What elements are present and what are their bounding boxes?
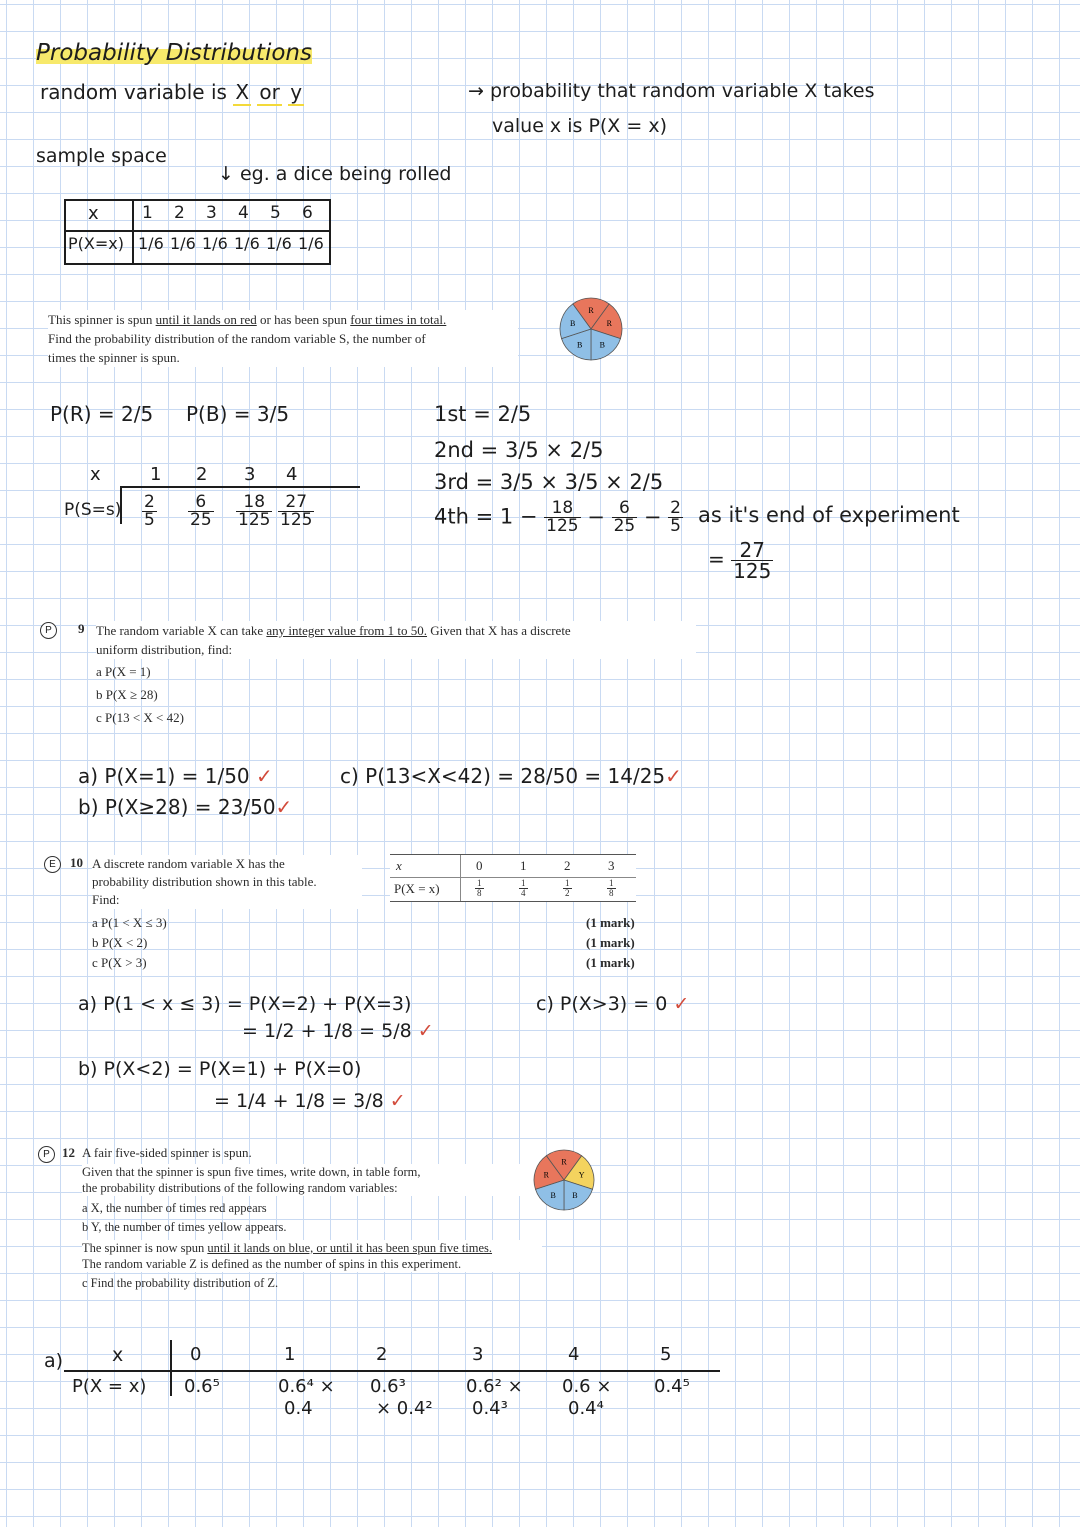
- q10-ans-a-1: a) P(1 < x ≤ 3) = P(X=2) + P(X=3): [78, 993, 412, 1015]
- spinner-sector-label: R: [543, 1170, 549, 1180]
- q12-p-line-1: 0.6⁴ ×: [278, 1376, 335, 1397]
- q9-ans-c: c) P(13<X<42) = 28/50 = 14/25✓: [340, 764, 682, 788]
- q12-work-label: a): [44, 1350, 64, 1372]
- spinner-table-head: x: [90, 464, 101, 485]
- dice-p-value: 1/6: [298, 234, 324, 253]
- q9-ans-b: b) P(X≥28) = 23/50✓: [78, 795, 293, 819]
- spinner-p-value: [188, 494, 214, 529]
- q10-table-head: x: [396, 858, 402, 873]
- spinner-x-value: 4: [286, 464, 298, 485]
- spinner-sector-label: B: [577, 340, 583, 350]
- dice-table-row-head: P(X=x): [68, 234, 124, 253]
- q10-p-value: [563, 879, 572, 898]
- q9-text: The random variable X can take any integer value from 1 to 50. Given that X has a discrete uniform distribution, find:: [96, 621, 696, 659]
- q12-x-value: 3: [472, 1344, 484, 1365]
- q10-x-value: 1: [520, 858, 527, 873]
- rv-y: y: [290, 80, 303, 104]
- spinner-p-den: 25: [190, 510, 212, 530]
- spinner-x-value: 3: [244, 464, 256, 485]
- q10-ans-c: c) P(X>3) = 0 ✓: [536, 993, 690, 1015]
- q10-p-num: 1: [477, 878, 482, 888]
- q9-num: 9: [78, 621, 85, 636]
- q10-x-value: 2: [564, 858, 571, 873]
- rv-x: X: [235, 80, 250, 104]
- q10-x-value: 3: [608, 858, 615, 873]
- q10-p-num: 1: [521, 878, 526, 888]
- q10-p-den: 8: [477, 888, 482, 898]
- dice-p-value: 1/6: [234, 234, 260, 253]
- q12-p-line-1: 0.6³: [370, 1376, 406, 1397]
- spinner-p-value: [236, 494, 272, 529]
- result-den: 125: [733, 559, 772, 583]
- q12-text-1: A fair five-sided spinner is spun.: [82, 1145, 252, 1160]
- q12-x-value: 2: [376, 1344, 388, 1365]
- work-line-4: 4th = 1 − $\frac{18}{125}$ − $\frac{6}{25}$ − $\frac{2}{5}$: [434, 498, 681, 536]
- q12-text-block: Given that the spinner is spun five times, write down, in table form, the probability distributions of the following random variables:: [82, 1164, 542, 1196]
- q12-p-line-1: 0.6 ×: [562, 1376, 612, 1397]
- q10-part-b: b P(X < 2): [92, 935, 148, 950]
- sample-space-label: sample space: [36, 145, 167, 167]
- spinner-p-den: 125: [238, 510, 271, 530]
- spinner-p-den: 125: [280, 510, 313, 530]
- q10-p-num: 1: [609, 878, 614, 888]
- fraction-den: 125: [546, 516, 579, 536]
- dice-p-value: 1/6: [170, 234, 196, 253]
- eg-note: ↓ eg. a dice being rolled: [218, 163, 452, 185]
- q12-x-value: 0: [190, 1344, 202, 1365]
- page-title: Probability Distributions: [36, 40, 312, 66]
- fraction-den: 25: [613, 516, 636, 536]
- spinner-sector-label: R: [606, 319, 612, 329]
- dice-x-value: 6: [302, 203, 313, 223]
- q12-p-line-2: 0.4³: [472, 1398, 508, 1419]
- spinner-p-value: [142, 494, 157, 529]
- q10-x-value: 0: [476, 858, 483, 873]
- q12-part-c: c Find the probability distribution of Z.: [82, 1276, 279, 1290]
- q12-p-line-2: 0.4: [284, 1398, 313, 1419]
- q10-mark-a: (1 mark): [586, 915, 635, 930]
- q12-part-a: a X, the number of times red appears: [82, 1201, 267, 1215]
- q12-spinner-diagram: [526, 1146, 602, 1214]
- arrow-note-2: value x is P(X = x): [492, 115, 667, 137]
- work-line-4-prefix: 4th = 1 −: [434, 504, 538, 529]
- dice-table-head: x: [88, 203, 99, 224]
- spinner-sector-label: B: [570, 319, 576, 329]
- spinner-p-den: 5: [144, 510, 155, 530]
- q10-part-c: c P(X > 3): [92, 955, 147, 970]
- spinner-x-value: 1: [150, 464, 162, 485]
- q9-part-c: c P(13 < X < 42): [96, 710, 184, 725]
- work-line-3: 3rd = 3/5 × 3/5 × 2/5: [434, 470, 664, 494]
- q10-table: [390, 854, 636, 902]
- spinner-p-num: 2: [144, 492, 155, 512]
- q9-part-b: b P(X ≥ 28): [96, 687, 158, 702]
- dice-p-value: 1/6: [138, 234, 164, 253]
- work-line-2: 2nd = 3/5 × 2/5: [434, 438, 604, 462]
- fraction-den: 5: [670, 516, 681, 536]
- q10-mark-b: (1 mark): [586, 935, 635, 950]
- q10-num: 10: [70, 855, 83, 870]
- q12-p-line-2: 0.4⁴: [568, 1398, 604, 1419]
- q12-p-line-1: 0.6⁵: [184, 1376, 220, 1397]
- spinner-sector-label: Y: [578, 1170, 585, 1180]
- q10-badge: E: [44, 856, 61, 873]
- q10-p-value: [475, 879, 484, 898]
- q10-table-row-head: P(X = x): [394, 881, 440, 896]
- q12-p-line-1: 0.4⁵: [654, 1376, 690, 1397]
- q12-part-b: b Y, the number of times yellow appears.: [82, 1220, 287, 1234]
- q12-x-value: 4: [568, 1344, 580, 1365]
- dice-p-value: 1/6: [202, 234, 228, 253]
- spinner-table-row-head: P(S=s): [64, 500, 122, 520]
- q12-x-value: 5: [660, 1344, 672, 1365]
- spinner-sector-label: R: [561, 1157, 567, 1167]
- q10-p-value: [607, 879, 616, 898]
- result-num: 27: [731, 540, 773, 561]
- q10-p-den: 8: [609, 888, 614, 898]
- q12-text-2: The spinner is now spun until it lands on blue, or until it has been spun five times. The random variable Z is defined as the number of spins in this experiment.: [82, 1240, 542, 1272]
- q12-p-line-1: 0.6² ×: [466, 1376, 523, 1397]
- q12-p-line-2: × 0.4²: [376, 1398, 433, 1419]
- rv-prefix: random variable is: [40, 80, 227, 104]
- q10-ans-b-2: = 1/4 + 1/8 = 3/8 ✓: [214, 1090, 406, 1112]
- q12-x-value: 1: [284, 1344, 296, 1365]
- q12-badge: P: [38, 1146, 55, 1163]
- work-line-1: 1st = 2/5: [434, 402, 532, 426]
- spinner-question: This spinner is spun until it lands on red or has been spun four times in total. Find the probability distribution of the random variable S, the number of times the spinner is spun.: [48, 310, 518, 367]
- q10-p-num: 1: [565, 878, 570, 888]
- work-line-4-fraction: [612, 500, 638, 535]
- result: = $\frac{27}{125}$: [708, 538, 772, 583]
- rv-line: [40, 80, 304, 104]
- q10-p-value: [519, 879, 528, 898]
- rv-or: or: [259, 80, 280, 104]
- pb-label: P(B) = 3/5: [186, 402, 290, 426]
- q10-ans-b-1: b) P(X<2) = P(X=1) + P(X=0): [78, 1058, 362, 1080]
- fraction-num: 18: [544, 500, 580, 518]
- q9-badge: P: [40, 622, 57, 639]
- spinner-sector-label: R: [588, 305, 594, 315]
- q12-work-table: [64, 1340, 724, 1440]
- work-line-4-fraction: [668, 500, 683, 535]
- q12-table-head: x: [112, 1344, 124, 1366]
- dice-x-value: 4: [238, 203, 249, 223]
- q10-p-den: 4: [521, 888, 526, 898]
- q10-mark-c: (1 mark): [586, 955, 635, 970]
- spinner-p-value: [278, 494, 314, 529]
- dice-x-value: 5: [270, 203, 281, 223]
- dice-p-value: 1/6: [266, 234, 292, 253]
- spinner-table: [60, 462, 330, 552]
- pr-label: P(R) = 2/5: [50, 402, 154, 426]
- spinner-p-num: 18: [236, 494, 272, 512]
- end-note: as it's end of experiment: [698, 503, 960, 527]
- spinner-sector-label: B: [599, 340, 605, 350]
- q10-ans-a-2: = 1/2 + 1/8 = 5/8 ✓: [242, 1020, 434, 1042]
- q12-table-row-head: P(X = x): [72, 1376, 147, 1397]
- q12-num: 12: [62, 1145, 75, 1160]
- spinner-x-value: 2: [196, 464, 208, 485]
- fraction-num: 2: [670, 498, 681, 518]
- spinner-diagram: [552, 294, 630, 364]
- q9-part-a: a P(X = 1): [96, 664, 151, 679]
- dice-x-value: 3: [206, 203, 217, 223]
- q10-p-den: 2: [565, 888, 570, 898]
- fraction-num: 6: [612, 500, 638, 518]
- dice-x-value: 2: [174, 203, 185, 223]
- spinner-sector-label: B: [550, 1191, 556, 1200]
- q10-part-a: a P(1 < X ≤ 3): [92, 915, 167, 930]
- dice-table: [64, 199, 331, 265]
- spinner-p-num: 27: [278, 494, 314, 512]
- work-line-4-fraction: [544, 500, 580, 535]
- q10-text: A discrete random variable X has the probability distribution shown in this table. Find:: [92, 855, 362, 909]
- dice-x-value: 1: [142, 203, 153, 223]
- spinner-p-num: 6: [188, 494, 214, 512]
- q9-ans-a: a) P(X=1) = 1/50 ✓: [78, 764, 273, 788]
- arrow-note-1: → probability that random variable X takes: [468, 80, 875, 102]
- spinner-sector-label: B: [572, 1191, 578, 1200]
